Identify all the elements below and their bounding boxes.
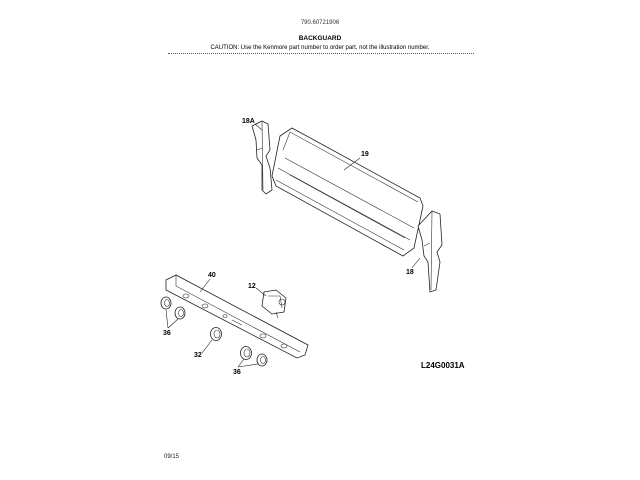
footer-date: 09/15 bbox=[164, 454, 180, 460]
callout-36-left: 36 bbox=[163, 330, 171, 337]
caution-note: CAUTION: Use the Kenmore part number to order part, not the illustration number. bbox=[210, 45, 430, 51]
leader-32 bbox=[202, 340, 212, 353]
callout-32: 32 bbox=[194, 352, 202, 359]
callout-18a: 18A bbox=[242, 118, 255, 125]
model-number: 790.60721906 bbox=[300, 20, 340, 26]
part-32-knob bbox=[211, 328, 222, 341]
part-18a-end-cap bbox=[252, 121, 272, 194]
callout-19: 19 bbox=[361, 151, 369, 158]
callout-18: 18 bbox=[406, 269, 414, 276]
page-title: BACKGUARD bbox=[298, 35, 342, 42]
callout-36-right: 36 bbox=[233, 369, 241, 376]
part-36-knob-right-right bbox=[257, 354, 267, 366]
part-36-knob-left-bottom bbox=[175, 307, 185, 319]
part-18-end-cap bbox=[418, 211, 442, 292]
leader-18 bbox=[412, 258, 420, 268]
leader-36-right bbox=[238, 359, 258, 367]
part-19-backguard-panel bbox=[272, 128, 423, 256]
part-40-control-panel bbox=[166, 275, 308, 358]
part-12-switch bbox=[262, 290, 286, 318]
callout-12: 12 bbox=[248, 283, 256, 290]
part-36-knob-right-left bbox=[241, 347, 252, 360]
part-36-knob-left-top bbox=[161, 297, 171, 309]
figure-id: L24G0031A bbox=[421, 361, 465, 370]
callout-40: 40 bbox=[208, 272, 216, 279]
